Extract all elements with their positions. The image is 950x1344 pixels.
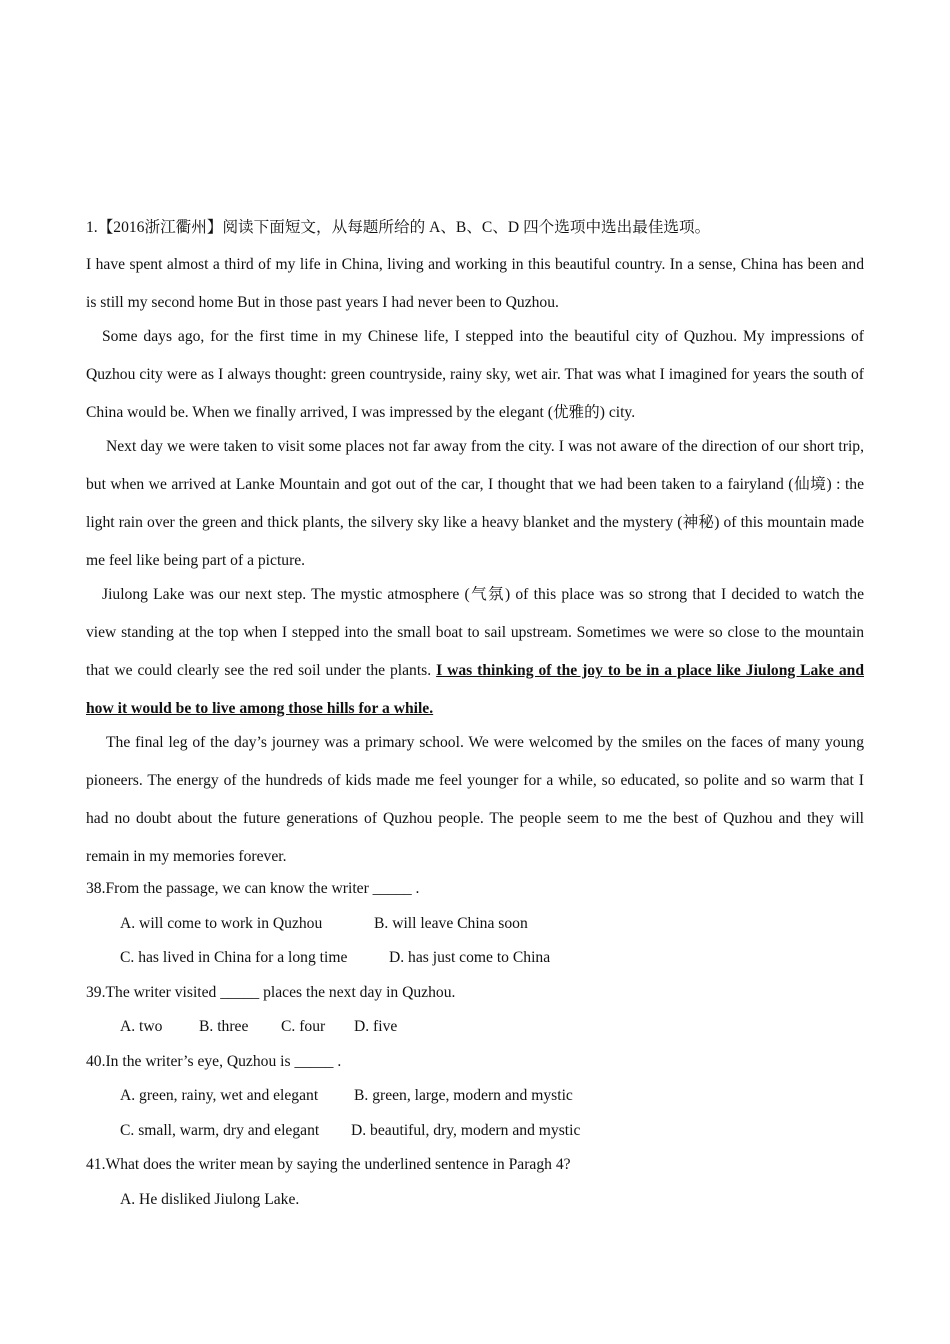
- option-39-d: D. five: [354, 1018, 398, 1035]
- option-38-b: B. will leave China soon: [374, 914, 528, 932]
- question-41-options-row: [86, 1183, 864, 1218]
- passage-paragraph-2: Some days ago, for the first time in my Chinese life, I stepped into the beautiful city of Quzhou. My impressions of Quzhou city were as I always thought: green countryside, rainy sky, wet air. That was what I imagined for years the south of China would be. When we finally arrived, I was impressed by the elegant (优雅的) city.: [86, 328, 864, 421]
- question-40-options-row-2: [86, 1114, 864, 1149]
- option-40-d: D. beautiful, dry, modern and mystic: [351, 1121, 581, 1139]
- option-39-a: A. two: [120, 1018, 163, 1035]
- option-38-a: A. will come to work in Quzhou: [120, 914, 323, 932]
- reading-passage: [86, 246, 864, 876]
- option-40-a: A. green, rainy, wet and elegant: [120, 1087, 319, 1104]
- option-39-b: B. three: [199, 1018, 249, 1035]
- question-39-options-row: [86, 1010, 864, 1045]
- exercise-heading: 1.【2016浙江衢州】阅读下面短文，从每题所给的 A、B、C、D 四个选项中选出最佳选项。: [86, 219, 711, 236]
- question-38-stem: 38.From the passage, we can know the writer _____ .: [86, 880, 420, 897]
- passage-paragraph-3: Next day we were taken to visit some places not far away from the city. I was not aware of the direction of our short trip, but when we arrived at Lanke Mountain and got out of the car, I thought that we had been taken to a fairyland (仙境) : the light rain over the green and thick plants, the silvery sky like a heavy blanket and the mystery (神秘) of this mountain made me feel like being part of a picture.: [86, 438, 864, 569]
- option-39-c: C. four: [281, 1018, 326, 1035]
- option-38-d: D. has just come to China: [389, 949, 551, 966]
- option-40-c: C. small, warm, dry and elegant: [120, 1121, 320, 1139]
- question-list: [86, 872, 864, 1217]
- passage-paragraph-4: [86, 576, 864, 728]
- question-39-stem: 39.The writer visited _____ places the next day in Quzhou.: [86, 983, 456, 1001]
- option-41-a: A. He disliked Jiulong Lake.: [120, 1190, 300, 1208]
- document-page: [86, 214, 864, 1217]
- underlined-sentence: I was thinking of the joy to be in a place like Jiulong Lake and how it would be to live among those hills for a while.: [86, 662, 864, 717]
- question-40-options-row-1: [86, 1079, 864, 1114]
- question-38-options-row-2: [86, 941, 864, 976]
- question-40-stem: 40.In the writer’s eye, Quzhou is _____ .: [86, 1052, 342, 1070]
- question-38-options-row-1: [86, 907, 864, 942]
- passage-paragraph-1: I have spent almost a third of my life in China, living and working in this beautiful country. In a sense, China has been and is still my second home But in those past years I had never been to Quzhou.: [86, 256, 864, 311]
- question-41-stem: 41.What does the writer mean by saying the underlined sentence in Paragh 4?: [86, 1156, 571, 1173]
- paragraph-4-text: Jiulong Lake was our next step. The mystic atmosphere (气氛) of this place was so strong that I decided to watch the view standing at the top when I stepped into the small boat to sail upstream. Sometimes we were so close to the mountain that we could clearly see the red soil under the plants.: [86, 586, 864, 679]
- option-40-b: B. green, large, modern and mystic: [354, 1087, 573, 1104]
- option-38-c: C. has lived in China for a long time: [120, 949, 348, 966]
- passage-paragraph-5: The final leg of the day’s journey was a primary school. We were welcomed by the smiles on the faces of many young pioneers. The energy of the hundreds of kids made me feel younger for a while, so educated, so polite and so warm that I had no doubt about the future generations of Quzhou people. The people seem to me the best of Quzhou and they will remain in my memories forever.: [86, 734, 864, 865]
